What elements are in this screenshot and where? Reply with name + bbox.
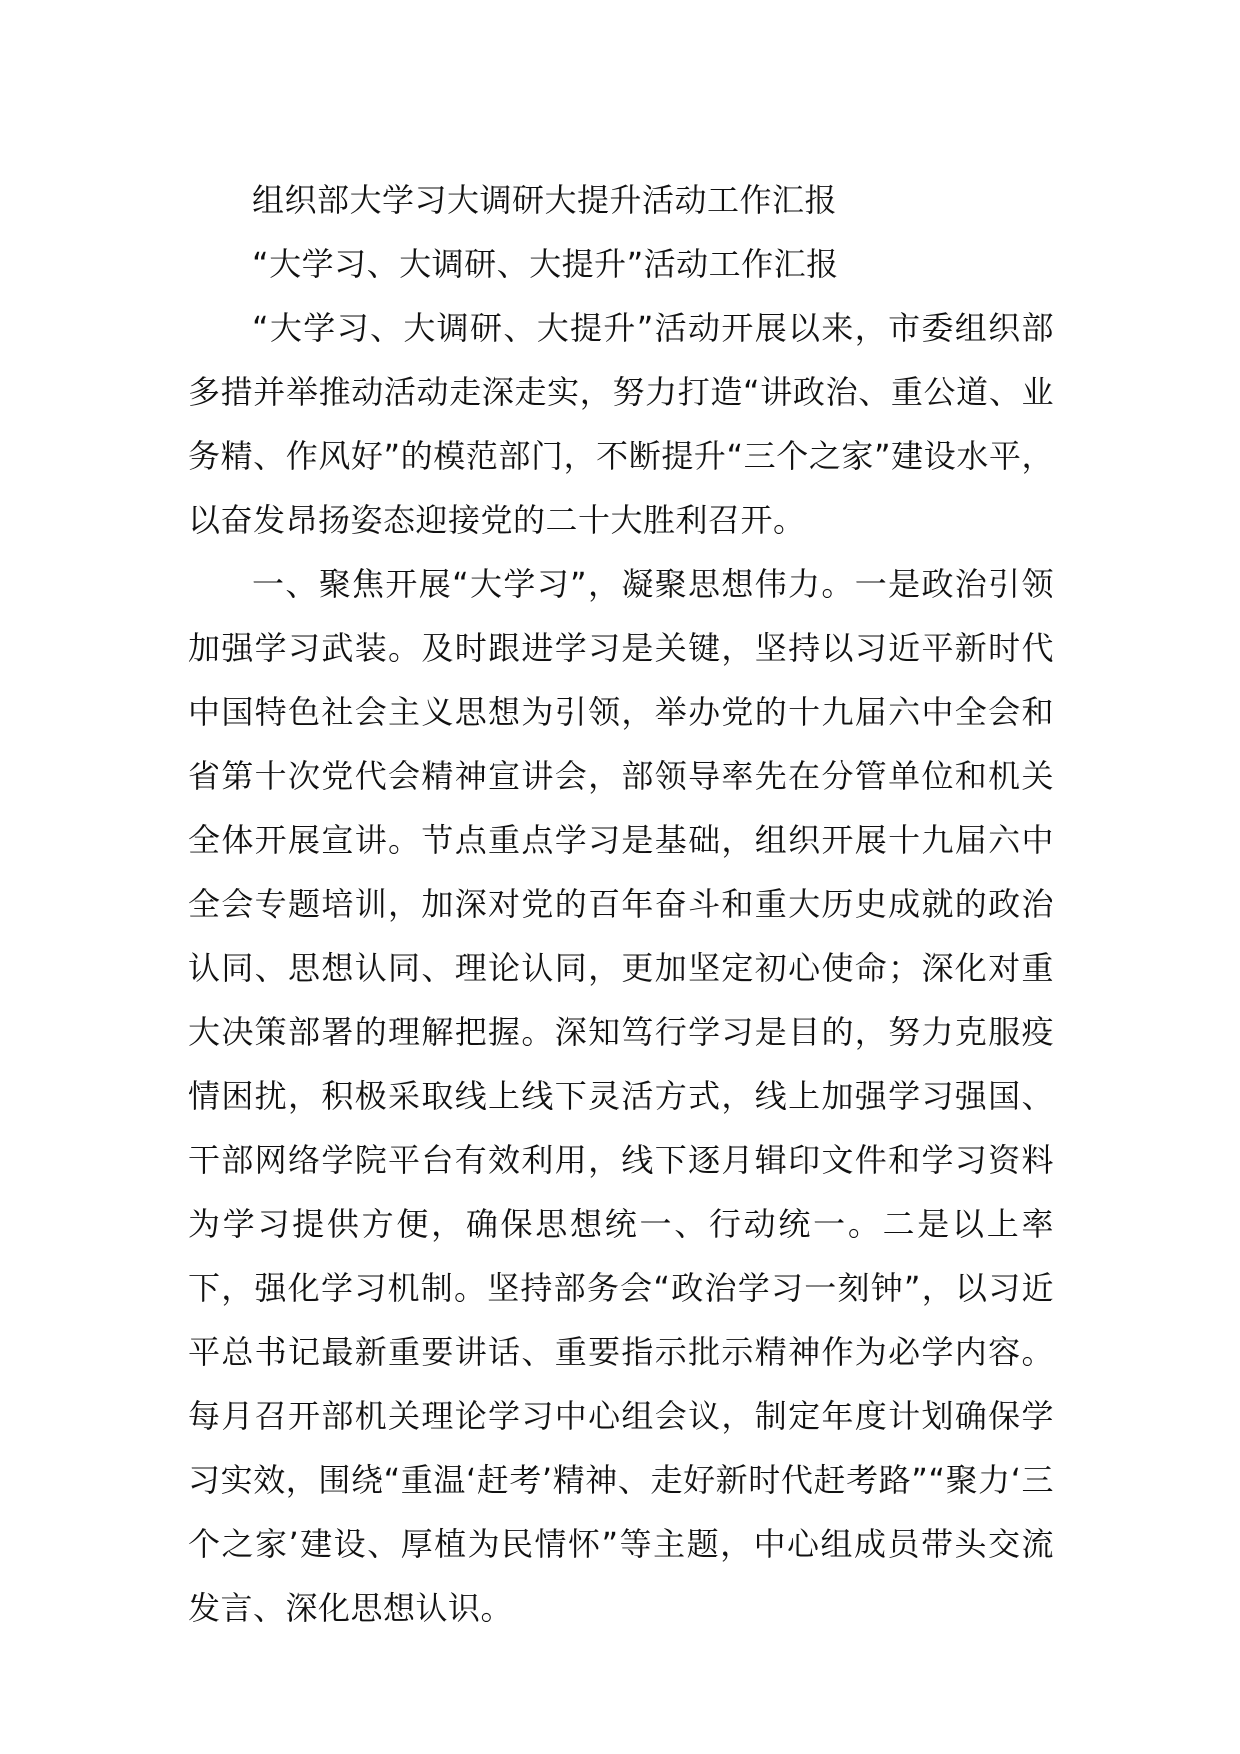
document-title: 组织部大学习大调研大提升活动工作汇报 — [252, 181, 838, 219]
body-paragraph-2: 一、聚焦开展“大学习”，凝聚思想伟力。一是政治引领加强学习武装。及时跟进学习是关键，坚持以习近平新时代中国特色社会主义思想为引领，举办党的十九届六中全会和省第十次党代会精神宣讲会，部领导率先在分管单位和机关全体开展宣讲。节点重点学习是基础，组织开展十九届六中全会专题培训，加深对党的百年奋斗和重大历史成就的政治认同、思想认同、理论认同，更加坚定初心使命；深化对重大决策部署的理解把握。深知笃行学习是目的，努力克服疫情困扰，积极采取线上线下灵活方式，线上加强学习强国、干部网络学院平台有效利用，线下逐月辑印文件和学习资料为学习提供方便，确保思想统一、行动统一。二是以上率下，强化学习机制。坚持部务会“政治学习一刻钟”，以习近平总书记最新重要讲话、重要指示批示精神作为必学内容。每月召开部机关理论学习中心组会议，制定年度计划确保学习实效，围绕“重温‘赶考’精神、走好新时代赶考路”“聚力‘三个之家’建设、厚植为民情怀”等主题，中心组成员带头交流发言、深化思想认识。 — [188, 565, 1054, 1627]
body-paragraph-1: “大学习、大调研、大提升”活动开展以来，市委组织部多措并举推动活动走深走实，努力打造“讲政治、重公道、业务精、作风好”的模范部门，不断提升“三个之家”建设水平，以奋发昂扬姿态迎接党的二十大胜利召开。 — [188, 309, 1054, 539]
document-page — [188, 168, 1054, 1640]
document-subtitle: “大学习、大调研、大提升”活动工作汇报 — [252, 245, 839, 283]
